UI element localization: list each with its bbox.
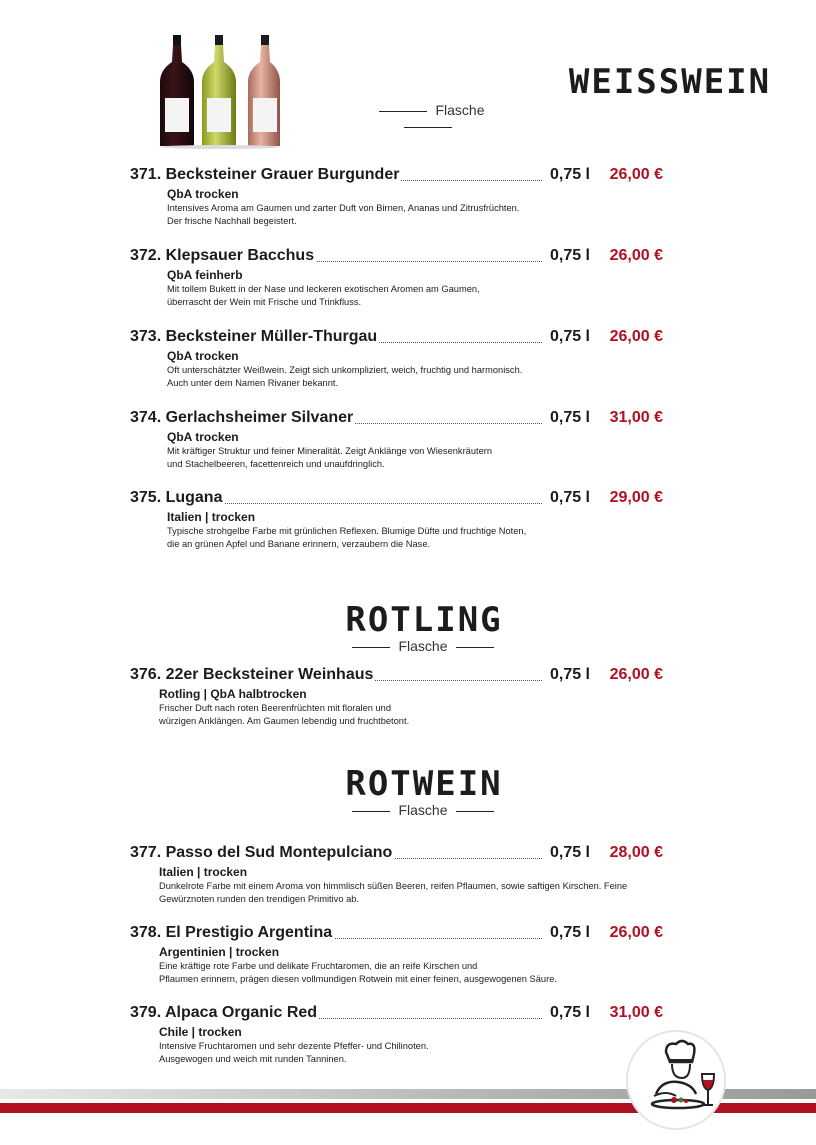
item-origin: Argentinien | trocken [159, 945, 280, 959]
item-price: 26,00 € [609, 666, 663, 683]
item-origin: Italien | trocken [159, 865, 248, 879]
item-description: Mit tollem Bukett in der Nase und leckeren exotischen Aromen am Gaumen, überrascht der Wein mit Frische und Trinkfluss. [167, 284, 480, 307]
menu-item [130, 844, 670, 906]
item-origin: Italien | trocken [167, 510, 256, 524]
item-name: 378. El Prestigio Argentina [130, 924, 333, 941]
chef-logo-icon [626, 1030, 726, 1130]
item-price: 29,00 € [609, 489, 663, 506]
item-description: Mit kräftiger Struktur und feiner Mineralität. Zeigt Anklänge von Wiesenkräutern und Stachelbeeren, facettenreich und unaufdringlich. [167, 446, 493, 469]
menu-item [130, 489, 670, 551]
item-price: 26,00 € [609, 247, 663, 264]
item-origin: QbA trocken [167, 430, 239, 444]
item-name: 379. Alpaca Organic Red [130, 1004, 318, 1021]
divider-line [352, 647, 390, 648]
item-origin: QbA trocken [167, 187, 239, 201]
item-volume: 0,75 l [549, 844, 590, 861]
item-description: Intensive Fruchtaromen und sehr dezente Pfeffer- und Chilinoten. Ausgewogen und weich mit runden Tanninen. [159, 1041, 429, 1064]
divider-line [456, 647, 494, 648]
divider-line [404, 127, 452, 128]
item-price: 31,00 € [609, 409, 663, 426]
item-price: 26,00 € [609, 328, 663, 345]
item-price: 28,00 € [609, 844, 663, 861]
divider-line [456, 811, 494, 812]
menu-item [130, 1004, 670, 1066]
menu-item [130, 328, 670, 390]
item-description: Typische strohgelbe Farbe mit grünlichen Reflexen. Blumige Düfte und fruchtige Noten, die an grünen Apfel und Banane erinnern, verzaubern die Nase. [167, 526, 527, 549]
item-description: Intensives Aroma am Gaumen und zarter Duft von Birnen, Ananas und Zitrusfrüchten. Der frische Nachhall begeistert. [167, 203, 520, 226]
item-name: 372. Klepsauer Bacchus [130, 247, 315, 264]
item-volume: 0,75 l [549, 924, 590, 941]
item-volume: 0,75 l [549, 328, 590, 345]
item-origin: QbA trocken [167, 349, 239, 363]
item-name: 377. Passo del Sud Montepulciano [130, 844, 393, 861]
item-description: Oft unterschätzter Weißwein. Zeigt sich unkompliziert, weich, fruchtig und harmonisch. Auch unter dem Namen Rivaner bekannt. [167, 365, 523, 388]
item-volume: 0,75 l [549, 489, 590, 506]
menu-item [130, 247, 670, 309]
item-description: Frischer Duft nach roten Beerenfrüchten mit floralen und würzigen Anklängen. Am Gaumen lebendig und fruchtbetont. [159, 703, 410, 726]
item-price: 26,00 € [609, 166, 663, 183]
section-title-rotwein: ROTWEIN [345, 764, 503, 804]
item-name: 376. 22er Becksteiner Weinhaus [130, 666, 374, 683]
item-price: 31,00 € [609, 1004, 663, 1021]
section-subtitle-rotling: Flasche [320, 638, 526, 654]
item-volume: 0,75 l [549, 166, 590, 183]
divider-line [379, 111, 427, 112]
item-description: Eine kräftige rote Farbe und delikate Fruchtaromen, die an reife Kirschen und Pflaumen erinnern, prägen diesen vollmundigen Rotwein mit einer feinen, ausgewogenen Säure. [159, 961, 557, 984]
menu-item [130, 166, 670, 228]
item-volume: 0,75 l [549, 666, 590, 683]
menu-item [130, 924, 670, 986]
item-description: Dunkelrote Farbe mit einem Aroma von himmlisch süßen Beeren, reifen Pflaumen, sowie saftigen Kirschen. Feine Gewürznoten runden den trendigen Primitivo ab. [159, 881, 628, 904]
item-volume: 0,75 l [549, 409, 590, 426]
item-origin: QbA feinherb [167, 268, 243, 282]
section-title-weisswein: WEISSWEIN [568, 62, 772, 102]
section-title-rotling: ROTLING [345, 600, 503, 640]
item-price: 26,00 € [609, 924, 663, 941]
item-volume: 0,75 l [549, 247, 590, 264]
section-subtitle-rotwein: Flasche [320, 802, 526, 818]
item-name: 373. Becksteiner Müller-Thurgau [130, 328, 378, 345]
item-origin: Chile | trocken [159, 1025, 242, 1039]
item-name: 375. Lugana [130, 489, 223, 506]
divider-line [352, 811, 390, 812]
menu-item [130, 666, 670, 728]
item-name: 374. Gerlachsheimer Silvaner [130, 409, 354, 426]
item-volume: 0,75 l [549, 1004, 590, 1021]
item-origin: Rotling | QbA halbtrocken [159, 687, 307, 701]
menu-item [130, 409, 670, 471]
section-subtitle-weisswein: Flasche [340, 102, 516, 134]
item-name: 371. Becksteiner Grauer Burgunder [130, 166, 400, 183]
